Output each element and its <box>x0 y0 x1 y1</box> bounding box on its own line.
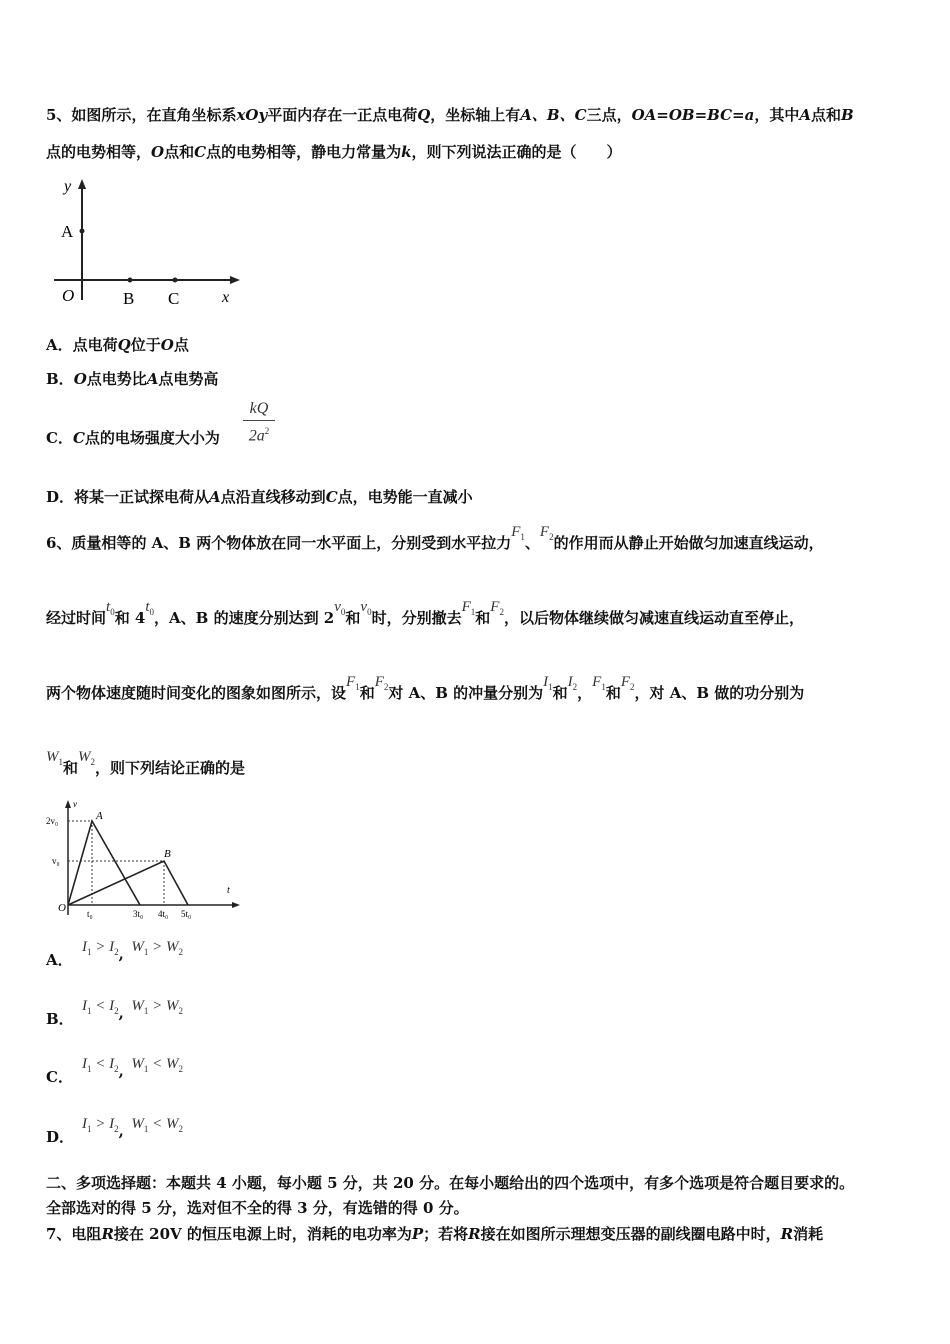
fig-o-label: O <box>62 286 75 305</box>
q5-option-a: A．点电荷Q位于O点 <box>46 336 189 354</box>
q5-coordinate-figure <box>50 175 250 310</box>
q6-option-label: C． <box>46 1068 73 1086</box>
graph-v0-label: v₀ <box>52 856 60 866</box>
q6-velocity-time-graph <box>44 797 244 922</box>
graph-o-label: O <box>58 902 66 914</box>
graph-t0-label: t₀ <box>87 909 93 919</box>
q5-option-c-fraction: kQ $2a^2$ <box>243 400 275 446</box>
q7-stem: 7、电阻R接在 20V 的恒压电源上时，消耗的电功率为P；若将R接在如图所示理想变压器的副线圈电路中时，R消耗 <box>46 1225 824 1243</box>
q5-option-c: C．C点的电场强度大小为 <box>46 429 220 447</box>
graph-t-label: t <box>227 885 230 896</box>
fig-a-label: A <box>61 222 74 241</box>
section2-line1: 二、多项选择题：本题共 4 小题，每小题 5 分，共 20 分。在每小题给出的四个选项中，有多个选项是符合题目要求的。 <box>46 1174 855 1192</box>
q6-stem-line1: 6、质量相等的 A、B 两个物体放在同一水平面上，分别受到水平拉力$F_1$、$F_2$的作用而从静止开始做匀加速直线运动， <box>46 524 824 552</box>
graph-2v0-label: 2v₀ <box>46 816 59 826</box>
q6-option-label: A． <box>46 951 73 969</box>
graph-b-label: B <box>164 848 171 860</box>
graph-a-label: A <box>96 810 103 822</box>
graph-5t0-label: 5t₀ <box>181 909 192 919</box>
q5-stem-line2: 点的电势相等，O点和C点的电势相等，静电力常量为k，则下列说法正确的是（ ） <box>46 143 622 161</box>
graph-4t0-label: 4t₀ <box>158 909 169 919</box>
fig-x-label: x <box>222 289 230 306</box>
q5-stem-line1: 5、如图所示，在直角坐标系xOy平面内存在一正点电荷Q，坐标轴上有A、B、C三点，OA=OB=BC=a，其中A点和B <box>46 106 854 124</box>
fig-b-label: B <box>123 289 135 308</box>
section2-line2: 全部选对的得 5 分，选对但不全的得 3 分，有选错的得 0 分。 <box>46 1199 469 1217</box>
graph-line-a <box>68 821 140 905</box>
q6-option-expression: $I_1 > I_2$, $W_1 < W_2$ <box>82 1116 183 1140</box>
q6-option-label: D． <box>46 1128 75 1146</box>
q5-option-d: D．将某一正试探电荷从A点沿直线移动到C点，电势能一直减小 <box>46 488 473 506</box>
q6-stem-line4: $W_1$和$W_2$，则下列结论正确的是 <box>46 749 246 777</box>
q6-stem-line3: 两个物体速度随时间变化的图象如图所示，设$F_1$和$F_2$对 A、B 的冲量分别为$I_1$和$I_2$，$F_1$和$F_2$，对 A、B 做的功分别为 <box>46 674 805 702</box>
fig-y-label: y <box>64 178 72 195</box>
q6-option-expression: $I_1 > I_2$, $W_1 > W_2$ <box>82 939 183 963</box>
q5-option-b: B．O点电势比A点电势高 <box>46 370 219 388</box>
q6-option-expression: $I_1 < I_2$, $W_1 > W_2$ <box>82 998 183 1022</box>
fig-c-label: C <box>168 289 180 308</box>
q6-option-expression: $I_1 < I_2$, $W_1 < W_2$ <box>82 1056 183 1080</box>
graph-3t0-label: 3t₀ <box>133 909 144 919</box>
graph-v-label: v <box>73 799 77 809</box>
q6-stem-line2: 经过时间$t_0$和 $4t_0$，A、B 的速度分别达到 $2v_0$和$v_0$时，分别撤去$F_1$和$F_2$，以后物体继续做匀减速直线运动直至停止， <box>46 599 804 627</box>
q6-option-label: B． <box>46 1010 74 1028</box>
